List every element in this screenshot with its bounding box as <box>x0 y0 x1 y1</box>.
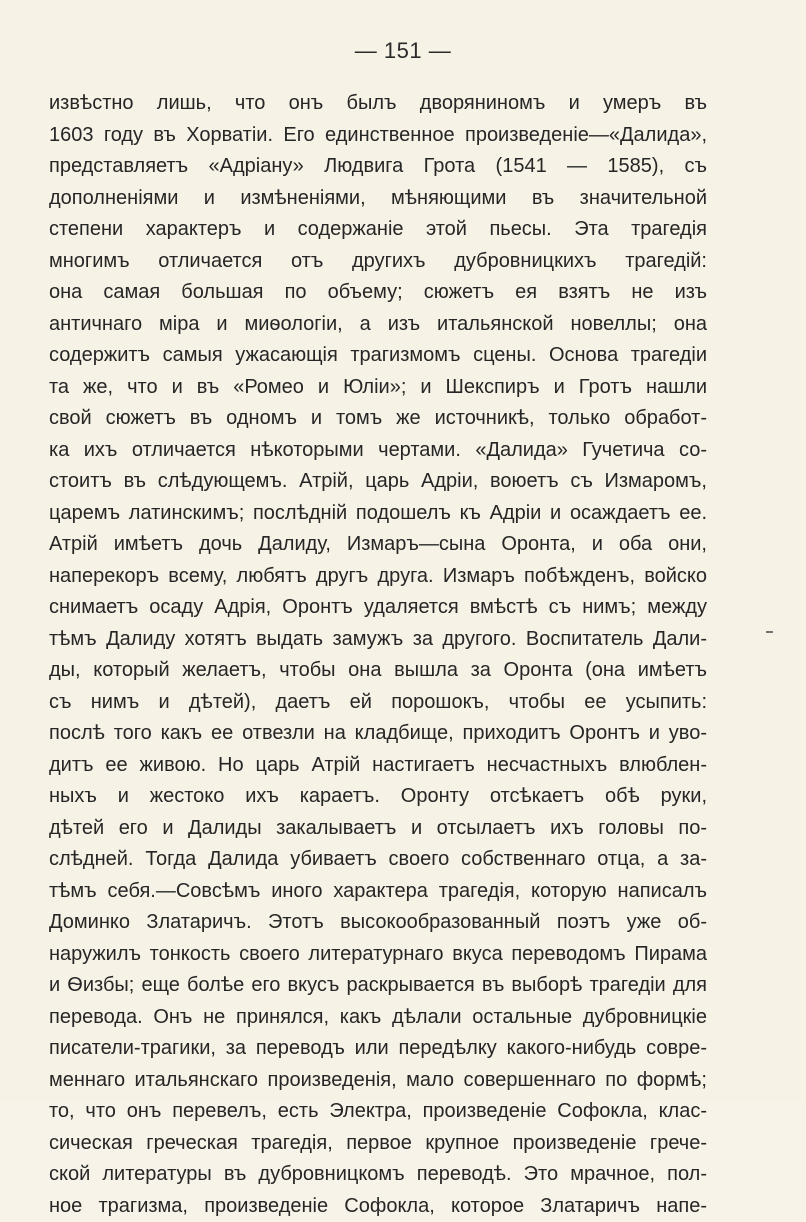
text-line-15: Атрій имѣетъ дочь Далиду, Измаръ—сына Оронта, и оба они, <box>49 529 707 561</box>
text-line-35: ской литературы въ дубровницкомъ переводѣ. Это мрачное, пол- <box>49 1159 707 1191</box>
text-line-20: съ нимъ и дѣтей), даетъ ей порошокъ, чтобы ее усыпить: <box>49 687 707 719</box>
text-line-10: та же, что и въ «Ромео и Юліи»; и Шекспиръ и Гротъ нашли <box>49 372 707 404</box>
text-line-7: она самая большая по объему; сюжетъ ея взятъ не изъ <box>49 277 707 309</box>
text-line-17: снимаетъ осаду Адрія, Оронтъ удаляется вмѣстѣ съ нимъ; между <box>49 592 707 624</box>
body-text <box>49 88 707 1222</box>
page-number: — 151 — <box>0 36 806 66</box>
text-line-18: тѣмъ Далиду хотятъ выдать замужъ за другого. Воспитатель Дали- <box>49 624 707 656</box>
text-line-6: многимъ отличается отъ другихъ дубровницкихъ трагедій: <box>49 246 707 278</box>
margin-mark <box>766 631 773 633</box>
text-line-2: 1603 году въ Хорватіи. Его единственное произведеніе—«Далида», <box>49 120 707 152</box>
text-line-29: и Ѳизбы; еще болѣе его вкусъ раскрывается въ выборѣ трагедіи для <box>49 970 707 1002</box>
text-line-9: содержитъ самыя ужасающія трагизмомъ сцены. Основа трагедіи <box>49 340 707 372</box>
text-line-27: Доминко Златаричъ. Этотъ высокообразованный поэтъ уже об- <box>49 907 707 939</box>
text-line-28: наружилъ тонкость своего литературнаго вкуса переводомъ Пирама <box>49 939 707 971</box>
text-line-21: послѣ того какъ ее отвезли на кладбище, приходитъ Оронтъ и уво- <box>49 718 707 750</box>
text-line-24: дѣтей его и Далиды закалываетъ и отсылаетъ ихъ головы по- <box>49 813 707 845</box>
text-line-12: ка ихъ отличается нѣкоторыми чертами. «Далида» Гучетича со- <box>49 435 707 467</box>
text-line-26: тѣмъ себя.—Совсѣмъ иного характера трагедія, которую написалъ <box>49 876 707 908</box>
text-line-34: сическая греческая трагедія, первое крупное произведеніе грече- <box>49 1128 707 1160</box>
text-line-25: слѣдней. Тогда Далида убиваетъ своего собственнаго отца, а за- <box>49 844 707 876</box>
text-line-8: античнаго міра и миѳологіи, а изъ итальянской новеллы; она <box>49 309 707 341</box>
text-line-30: перевода. Онъ не принялся, какъ дѣлали остальные дубровницкіе <box>49 1002 707 1034</box>
text-line-4: дополненіями и измѣненіями, мѣняющими въ значительной <box>49 183 707 215</box>
text-line-1: извѣстно лишь, что онъ былъ дворяниномъ и умеръ въ <box>49 88 707 120</box>
text-line-11: свой сюжетъ въ одномъ и томъ же источникѣ, только обработ- <box>49 403 707 435</box>
text-line-16: наперекоръ всему, любятъ другъ друга. Измаръ побѣжденъ, войско <box>49 561 707 593</box>
text-line-3: представляетъ «Адріану» Людвига Грота (1541 — 1585), съ <box>49 151 707 183</box>
text-line-14: царемъ латинскимъ; послѣдній подошелъ къ Адріи и осаждаетъ ее. <box>49 498 707 530</box>
text-line-33: то, что онъ перевелъ, есть Электра, произведеніе Софокла, клас- <box>49 1096 707 1128</box>
text-line-13: стоитъ въ слѣдующемъ. Атрій, царь Адріи, воюетъ съ Измаромъ, <box>49 466 707 498</box>
text-line-5: степени характеръ и содержаніе этой пьесы. Эта трагедія <box>49 214 707 246</box>
text-line-36: ное трагизма, произведеніе Софокла, которое Златаричъ напе- <box>49 1191 707 1222</box>
text-line-32: меннаго итальянскаго произведенія, мало совершеннаго по формѣ; <box>49 1065 707 1097</box>
text-line-23: ныхъ и жестоко ихъ караетъ. Оронту отсѣкаетъ обѣ руки, <box>49 781 707 813</box>
text-line-19: ды, который желаетъ, чтобы она вышла за Оронта (она имѣетъ <box>49 655 707 687</box>
text-line-31: писатели-трагики, за переводъ или передѣлку какого-нибудь совре- <box>49 1033 707 1065</box>
text-line-22: дитъ ее живою. Но царь Атрій настигаетъ несчастныхъ влюблен- <box>49 750 707 782</box>
